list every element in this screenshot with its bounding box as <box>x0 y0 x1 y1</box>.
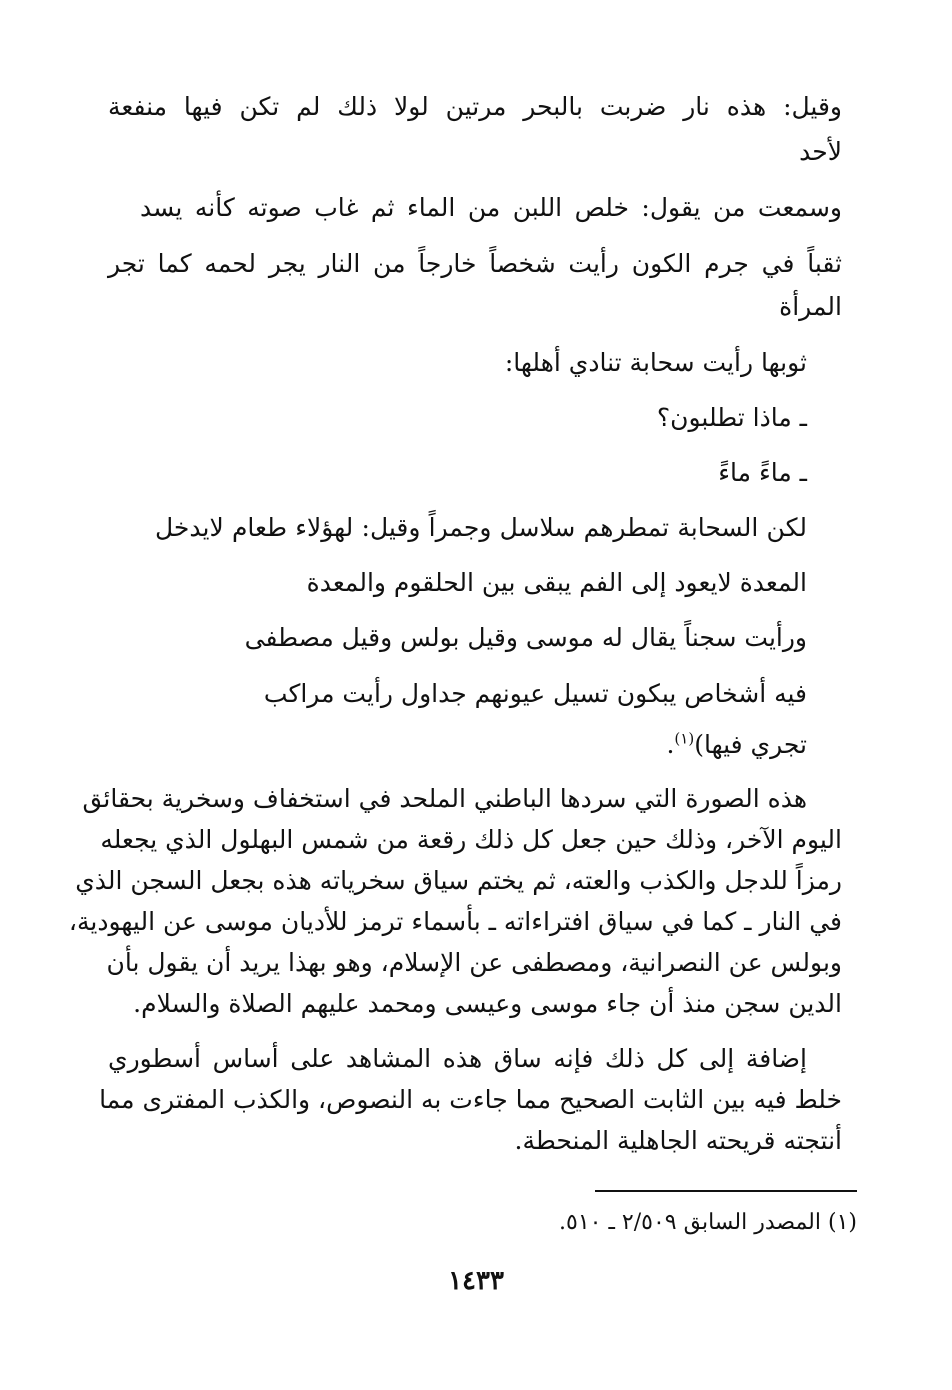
footnote-reference: (١) <box>674 729 695 748</box>
paragraph-line: هذه الصورة التي سردها الباطني الملحد في استخفاف وسخرية بحقائق <box>82 784 807 813</box>
poem-line: وقيل: هذه نار ضربت بالبحر مرتين لولا ذلك لم تكن فيها منفعة <box>108 92 842 121</box>
poem-line: ورأيت سجناً يقال له موسى وقيل بولس وقيل مصطفى <box>244 623 807 652</box>
poem-line: لكن السحابة تمطرهم سلاسل وجمراً وقيل: لهؤلاء طعام لايدخل <box>155 513 807 542</box>
paragraph-line: خلط فيه بين الثابت الصحيح مما جاءت به النصوص، والكذب المفترى مما <box>99 1085 842 1114</box>
paragraph-line: أنتجته قريحته الجاهلية المنحطة. <box>514 1126 842 1155</box>
poem-line: تجري فيها) <box>694 730 807 759</box>
poem-line: ثقباً في جرم الكون رأيت شخصاً خارجاً من النار يجر لحمه كما تجر <box>108 249 842 278</box>
paragraph-line: رمزاً للدجل والكذب والعته، ثم يختم سياق سخرياته هذه بجعل السجن الذي <box>75 866 842 895</box>
poem-line: ـ ماءً ماءً <box>718 458 807 487</box>
footnote: (١) المصدر السابق ٢/٥٠٩ ـ ٥١٠. <box>559 1210 857 1235</box>
poem-end-punctuation: . <box>666 730 675 759</box>
paragraph-line: إضافة إلى كل ذلك فإنه ساق هذه المشاهد على أساس أسطوري <box>108 1044 807 1073</box>
poem-line: المرأة <box>779 292 842 321</box>
poem-line: لأحد <box>799 137 842 166</box>
paragraph-line: اليوم الآخر، وذلك حين جعل كل ذلك رقعة من شمس البهلول الذي يجعله <box>100 825 842 854</box>
footnote-separator <box>595 1190 857 1192</box>
poem-line: فيه أشخاص يبكون تسيل عيونهم جداول رأيت مراكب <box>263 679 807 708</box>
page-number: ١٤٣٣ <box>448 1266 504 1296</box>
poem-line: ثوبها رأيت سحابة تنادي أهلها: <box>504 348 807 377</box>
paragraph-line: الدين سجن منذ أن جاء موسى وعيسى ومحمد عليهم الصلاة والسلام. <box>133 989 842 1018</box>
poem-last-line <box>666 725 807 765</box>
paragraph-line: وبولس عن النصرانية، ومصطفى عن الإسلام، وهو بهذا يريد أن يقول بأن <box>106 948 842 977</box>
poem-line: وسمعت من يقول: خلص اللبن من الماء ثم غاب صوته كأنه يسد <box>140 193 842 222</box>
poem-line: المعدة لايعود إلى الفم يبقى بين الحلقوم والمعدة <box>306 568 807 597</box>
poem-line: ـ ماذا تطلبون؟ <box>656 403 807 432</box>
paragraph-line: في النار ـ كما في سياق افتراءاته ـ بأسماء ترمز للأديان موسى عن اليهودية، <box>68 907 842 936</box>
